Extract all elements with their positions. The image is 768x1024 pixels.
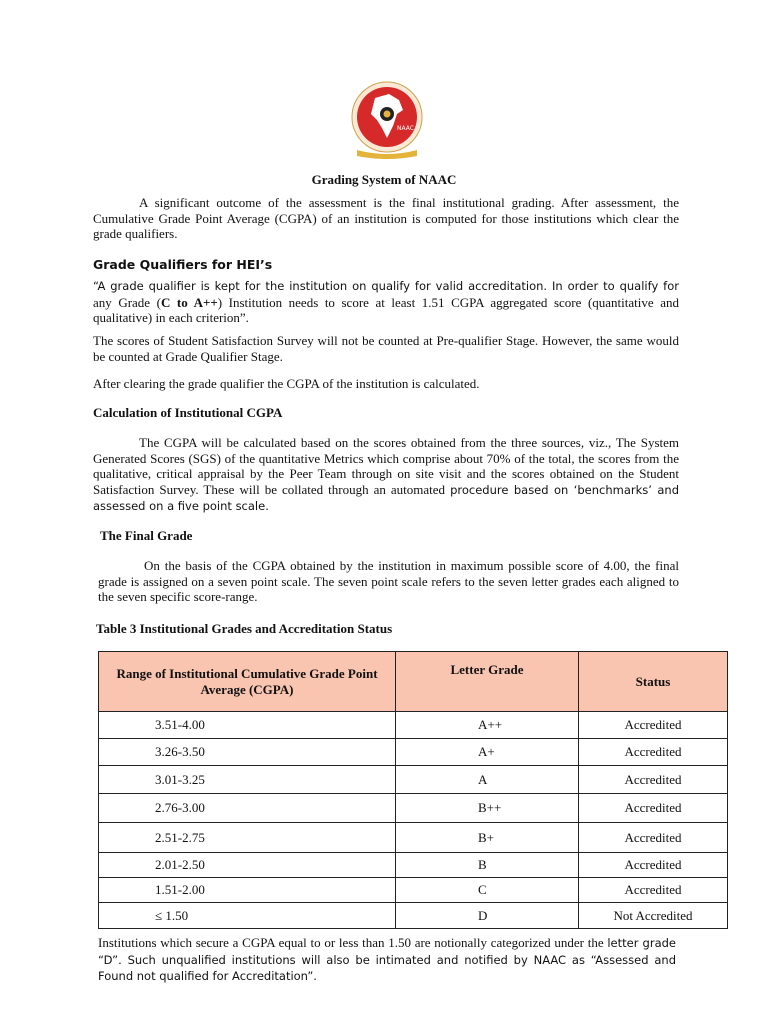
- status-cell: Accredited: [579, 878, 728, 903]
- cgpa-range-cell: 1.51-2.00: [99, 878, 396, 903]
- cgpa-range-cell: 3.26-3.50: [99, 739, 396, 766]
- footer-paragraph: [98, 935, 676, 985]
- table-row: [99, 766, 728, 794]
- letter-grade-cell: B+: [396, 823, 579, 853]
- table-header-row: [99, 652, 728, 712]
- letter-grade-cell: B: [396, 853, 579, 878]
- cgpa-range-cell: 3.01-3.25: [99, 766, 396, 794]
- letter-grade-cell: A++: [396, 712, 579, 739]
- letter-grade-cell: B++: [396, 794, 579, 823]
- table-row: [99, 739, 728, 766]
- letter-grade-cell: A+: [396, 739, 579, 766]
- cgpa-range-cell: 3.51-4.00: [99, 712, 396, 739]
- footer-text-part2: letter grade “D”. Such unqualified institutions will also be intimated and notified by NAAC as “Assessed and Found not qualified for Accreditation”.: [98, 936, 677, 983]
- cgpa-range-cell: 2.51-2.75: [99, 823, 396, 853]
- status-cell: Accredited: [579, 794, 728, 823]
- table-row: [99, 903, 728, 929]
- calc-text-sans: procedure based on ‘benchmarks’ and assessed on a five point scale.: [93, 482, 680, 513]
- qualifiers-heading: Grade Qualifiers for HEI’s: [93, 257, 273, 272]
- cgpa-range-cell: 2.76-3.00: [99, 794, 396, 823]
- table-row: [99, 853, 728, 878]
- header-letter-grade: Letter Grade: [396, 652, 579, 712]
- qualifiers-text-part3: ) Institution needs to score at least 1.51 CGPA aggregated score (quantitative and qualitative) in each criterion”.: [93, 294, 679, 325]
- page-title: Grading System of NAAC: [311, 172, 457, 187]
- table-row: [99, 712, 728, 739]
- status-cell: Accredited: [579, 766, 728, 794]
- letter-grade-cell: C: [396, 878, 579, 903]
- calc-paragraph: [93, 435, 679, 515]
- qualifiers-text-part2: any Grade (: [93, 294, 161, 310]
- status-cell: Accredited: [579, 823, 728, 853]
- calc-text: The CGPA will be calculated based on the scores obtained from the three sources, viz., The System Generated Scores (SGS) of the quantitative Metrics which comprise about 70% of the total, the scores from the qualitative, critical appraisal by the Peer Team through on site visit and the scores obtained on the Student Satisfaction Survey. These will be collated through an automated: [93, 435, 679, 497]
- calc-heading: Calculation of Institutional CGPA: [93, 405, 283, 420]
- letter-grade-cell: A: [396, 766, 579, 794]
- status-cell: Accredited: [579, 853, 728, 878]
- final-grade-paragraph: On the basis of the CGPA obtained by the institution in maximum possible score of 4.00, the final grade is assigned on a seven point scale. The seven point scale refers to the seven letter grades each aligned to the seven specific score-range.: [98, 558, 679, 604]
- qualifiers-text-part1: “A grade qualifier is kept for the institution on qualify for valid accreditation. In order to qualify for: [93, 279, 679, 293]
- table-caption: Table 3 Institutional Grades and Accreditation Status: [96, 621, 393, 636]
- intro-paragraph: A significant outcome of the assessment is the final institutional grading. After assessment, the Cumulative Grade Point Average (CGPA) of an institution is computed for those institutions which clear the grade qualifiers.: [93, 195, 679, 241]
- footer-text-part1: Institutions which secure a CGPA equal to or less than 1.50 are notionally categorized under the: [98, 935, 604, 950]
- svg-text:NAAC: NAAC: [397, 125, 414, 132]
- cgpa-range-cell: ≤ 1.50: [99, 903, 396, 929]
- qualifiers-paragraph: [93, 278, 679, 326]
- final-grade-heading: The Final Grade: [100, 528, 193, 543]
- table-row: [99, 823, 728, 853]
- header-status: Status: [579, 652, 728, 712]
- status-cell: Accredited: [579, 739, 728, 766]
- survey-paragraph: The scores of Student Satisfaction Survey will not be counted at Pre-qualifier Stage. However, the same would be counted at Grade Qualifier Stage.: [93, 333, 679, 364]
- grades-table: [98, 651, 728, 929]
- table-row: [99, 794, 728, 823]
- after-paragraph: After clearing the grade qualifier the CGPA of the institution is calculated.: [93, 376, 480, 391]
- header-cgpa-range: Range of Institutional Cumulative Grade Point Average (CGPA): [99, 652, 396, 712]
- grade-range-bold: C to A++: [160, 294, 218, 310]
- table-row: [99, 878, 728, 903]
- status-cell: Not Accredited: [579, 903, 728, 929]
- cgpa-range-cell: 2.01-2.50: [99, 853, 396, 878]
- letter-grade-cell: D: [396, 903, 579, 929]
- naac-logo: [337, 80, 437, 162]
- status-cell: Accredited: [579, 712, 728, 739]
